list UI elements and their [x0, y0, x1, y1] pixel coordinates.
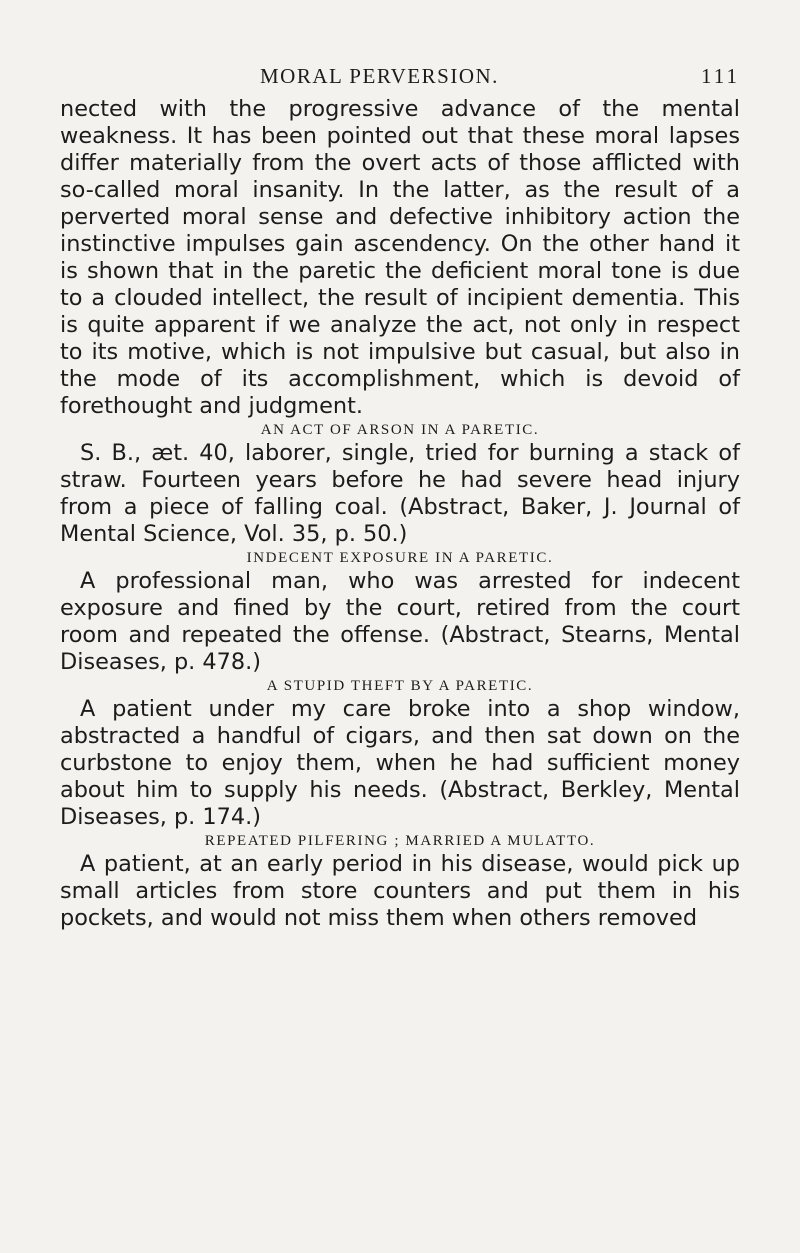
running-title: MORAL PERVERSION. [260, 64, 499, 88]
case-text: A patient under my care broke into a shop window, abstracted a handful of cigars, and then sat down on the curbstone to enjoy them, when he had sufficient money about him to supply his needs. (Abstract, Berkley, Mental Diseases, p. 174.) [60, 696, 740, 830]
case-text: S. B., æt. 40, laborer, single, tried for burning a stack of straw. Fourteen years before he had severe head injury from a piece of falling coal. (Abstract, Baker, J. Journal of Mental Science, Vol. 35, p. 50.) [60, 440, 740, 547]
book-page [60, 60, 740, 932]
case-text: A patient, at an early period in his disease, would pick up small articles from store counters and put them in his pockets, and would not miss them when others removed [60, 851, 740, 931]
case-heading: AN ACT OF ARSON IN A PARETIC. [260, 422, 540, 438]
case-heading: A STUPID THEFT BY A PARETIC. [266, 678, 534, 694]
running-head [60, 60, 740, 96]
case-indecent-exposure [60, 548, 740, 676]
page-number: 111 [701, 64, 740, 88]
case-repeated-pilfering [60, 831, 740, 932]
case-heading: INDECENT EXPOSURE IN A PARETIC. [246, 550, 554, 566]
case-heading: REPEATED PILFERING ; MARRIED A MULATTO. [204, 833, 596, 849]
case-arson [60, 420, 740, 548]
case-stupid-theft [60, 676, 740, 831]
opening-paragraph: nected with the progressive advance of the mental weakness. It has been pointed out that these moral lapses differ materially from the overt acts of those afflicted with so-called moral insanity. In the latter, as the result of a perverted moral sense and defective inhibitory action the instinctive impulses gain ascendency. On the other hand it is shown that in the paretic the deficient moral tone is due to a clouded intellect, the result of incipient dementia. This is quite apparent if we analyze the act, not only in respect to its motive, which is not impulsive but casual, but also in the mode of its accomplishment, which is devoid of forethought and judgment. [60, 96, 740, 419]
case-text: A professional man, who was arrested for indecent exposure and fined by the court, retired from the court room and repeated the offense. (Abstract, Stearns, Mental Diseases, p. 478.) [60, 568, 740, 675]
